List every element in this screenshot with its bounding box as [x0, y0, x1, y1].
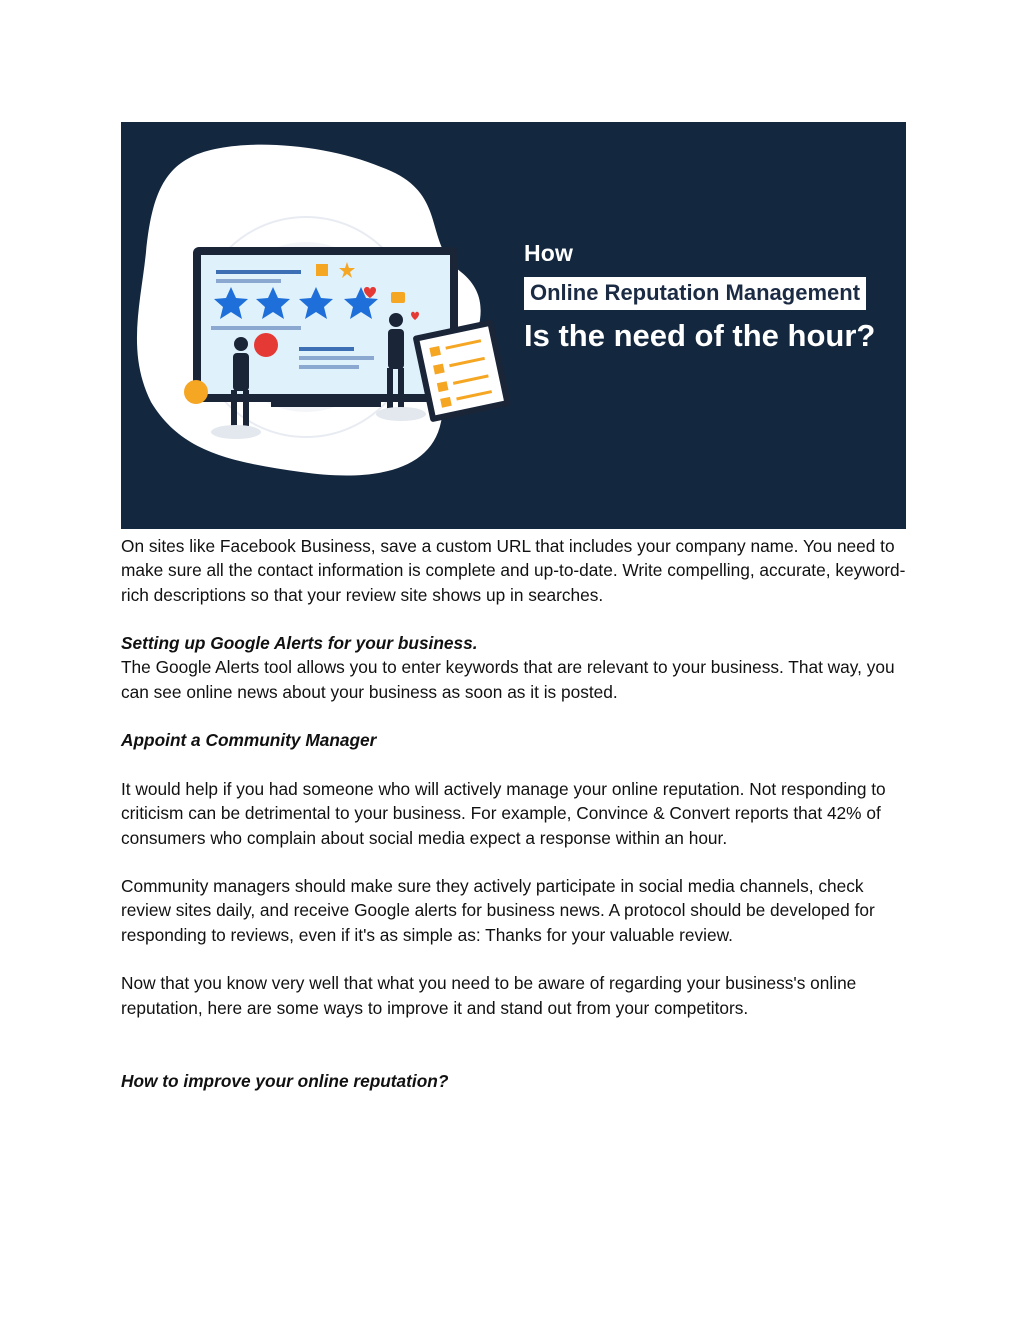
heading-google-alerts: Setting up Google Alerts for your business. — [121, 633, 478, 654]
heading-community-manager: Appoint a Community Manager — [121, 730, 377, 751]
banner-line-how: How — [524, 240, 574, 266]
document-body — [121, 534, 911, 1093]
banner-line-hour: Is the need of the hour? — [524, 318, 876, 353]
hero-banner — [121, 122, 906, 529]
paragraph-manage-reputation: It would help if you had someone who will actively manage your online reputation. Not responding to criticism can be detrimental to your business. For example, Convince & Convert reports that 42% of consumers who complain about social media expect a response within an hour. — [121, 778, 886, 848]
banner-line-orm: Online Reputation Management — [524, 277, 866, 310]
paragraph-ways-improve: Now that you know very well that what you need to be aware of regarding your business's online reputation, here are some ways to improve it and stand out from your competitors. — [121, 973, 857, 1018]
paragraph-custom-url: On sites like Facebook Business, save a custom URL that includes your company name. You need to make sure all the contact information is complete and up-to-date. Write compelling, accurate, keyword-rich descriptions so that your review site shows up in searches. — [121, 536, 906, 605]
banner-headline — [524, 240, 875, 354]
paragraph-google-alerts: The Google Alerts tool allows you to enter keywords that are relevant to your business. That way, you can see online news about your business as soon as it is posted. — [121, 657, 895, 702]
paragraph-community-managers: Community managers should make sure they actively participate in social media channels, check review sites daily, and receive Google alerts for business news. A protocol should be developed for responding to reviews, even if it's as simple as: Thanks for your valuable review. — [121, 876, 875, 945]
heading-improve-reputation: How to improve your online reputation? — [121, 1070, 449, 1091]
